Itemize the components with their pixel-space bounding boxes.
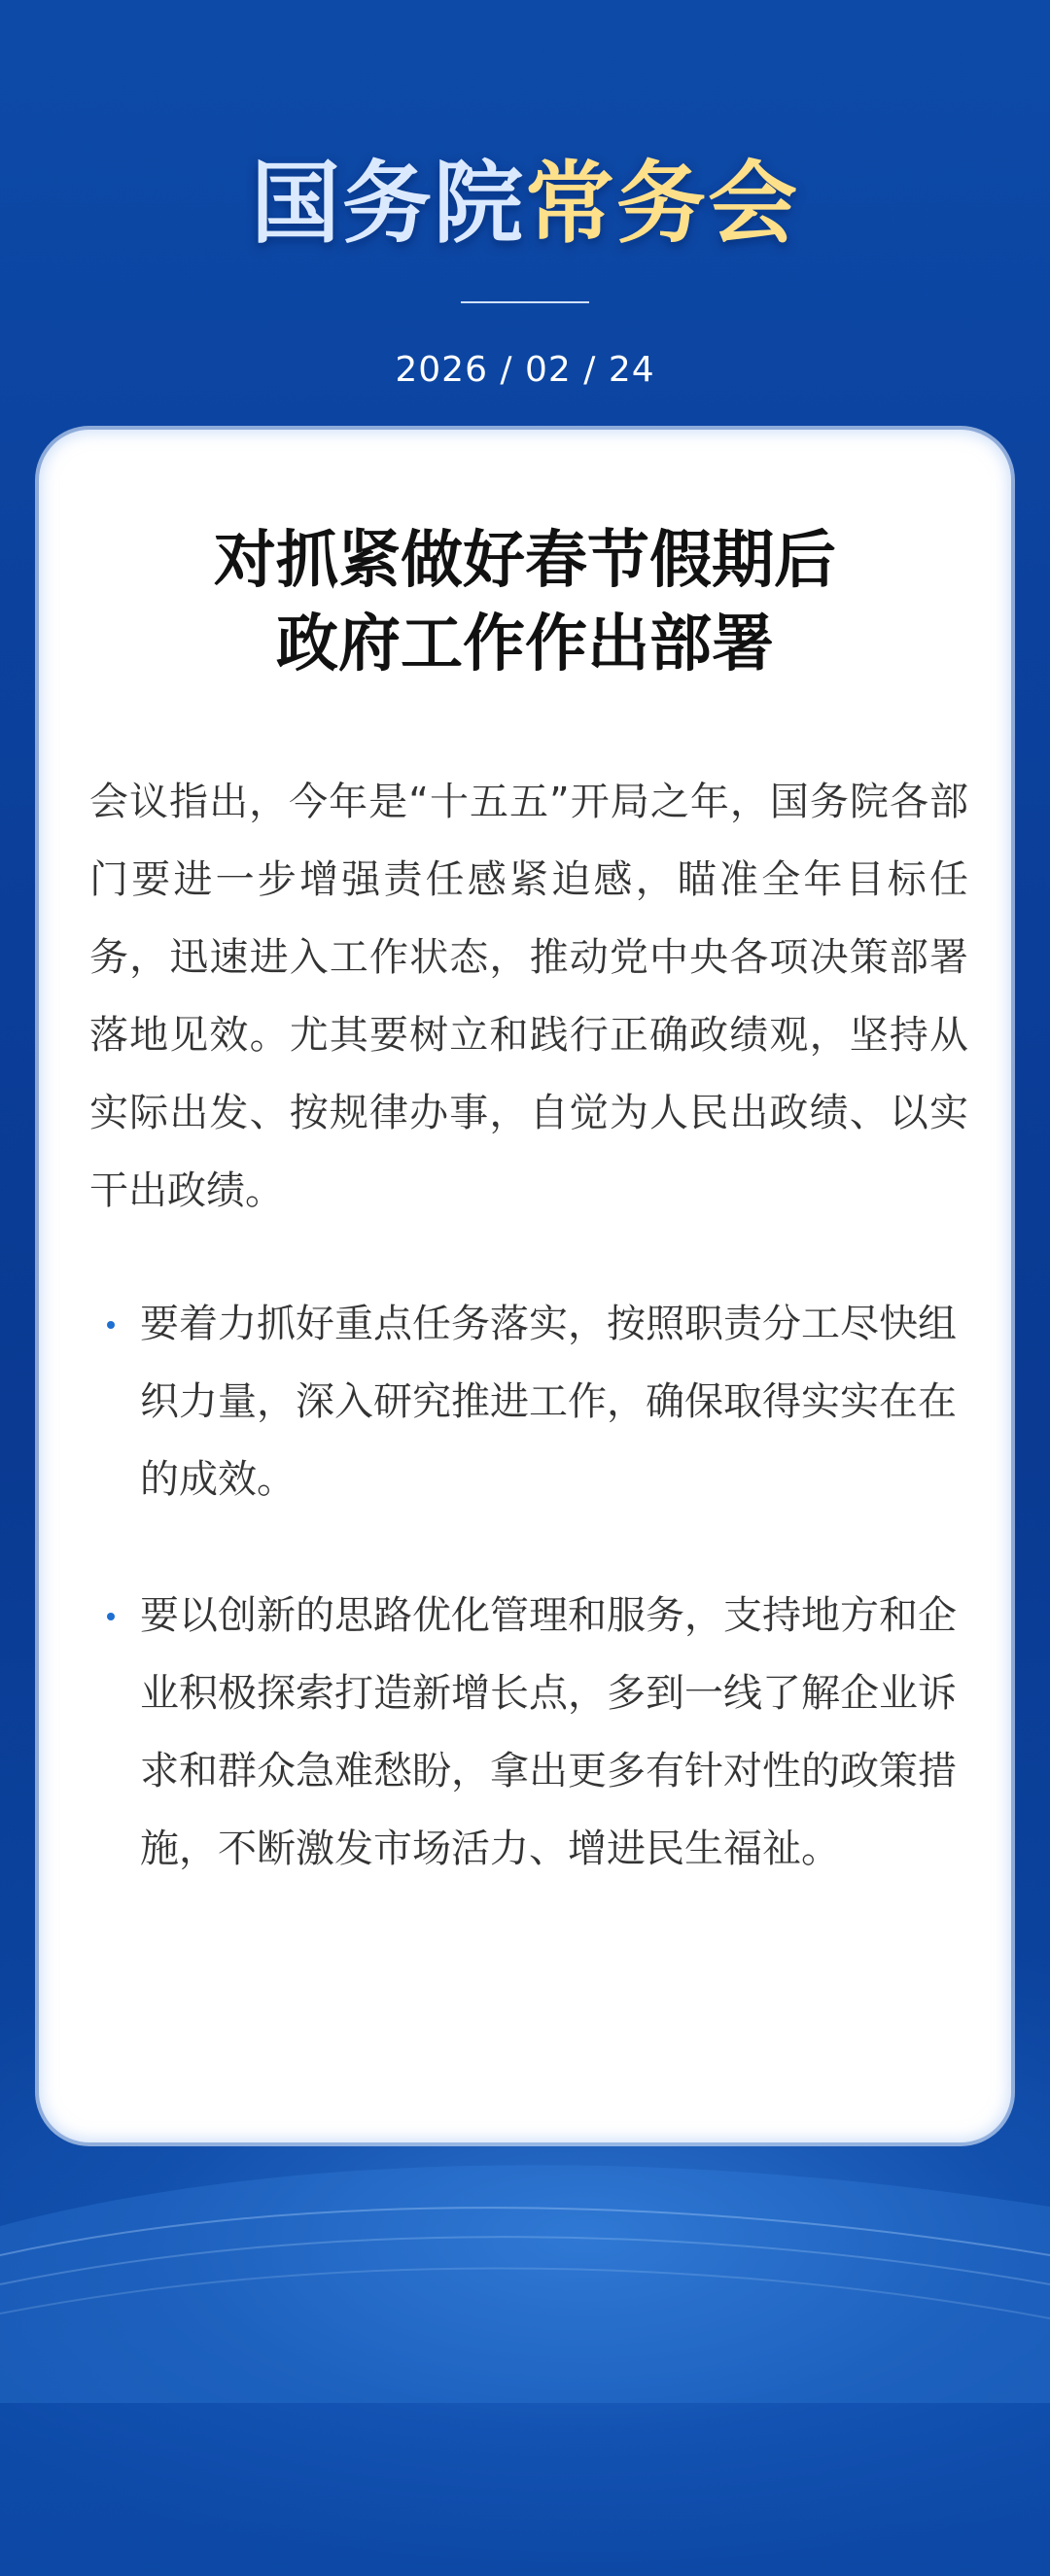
brand-title-part1: 国务院: [250, 152, 525, 256]
bullet-item: [89, 1577, 968, 1888]
bullet-dot-icon: [107, 1613, 115, 1620]
bullet-text: 要着力抓好重点任务落实，按照职责分工尽快组织力量，深入研究推进工作，确保取得实实在在的成效。: [140, 1302, 957, 1502]
article-title: [39, 519, 1011, 686]
article-title-line2: 政府工作作出部署: [276, 608, 774, 680]
bullet-item: [89, 1285, 968, 1518]
bullet-text: 要以创新的思路优化管理和服务，支持地方和企业积极探索打造新增长点，多到一线了解企业诉求和群众急难愁盼，拿出更多有针对性的政策措施，不断激发市场活力、增进民生福祉。: [140, 1593, 957, 1871]
article-card: [39, 430, 1011, 2142]
article-paragraph: 会议指出，今年是“十五五”开局之年，国务院各部门要进一步增强责任感紧迫感，瞄准全年目标任务，迅速进入工作状态，推动党中央各项决策部署落地见效。尤其要树立和践行正确政绩观，坚持从实际出发、按规律办事，自觉为人民出政绩、以实干出政绩。: [89, 780, 968, 1213]
header-divider: [461, 301, 589, 303]
brand-title-part2: 常务会: [525, 152, 800, 256]
page-header: [0, 146, 1050, 390]
meeting-date: 2026 / 02 / 24: [395, 350, 655, 390]
article-title-line1: 对抓紧做好春节假期后: [214, 524, 836, 597]
brand-title: [0, 146, 1050, 262]
bullet-dot-icon: [107, 1321, 115, 1329]
